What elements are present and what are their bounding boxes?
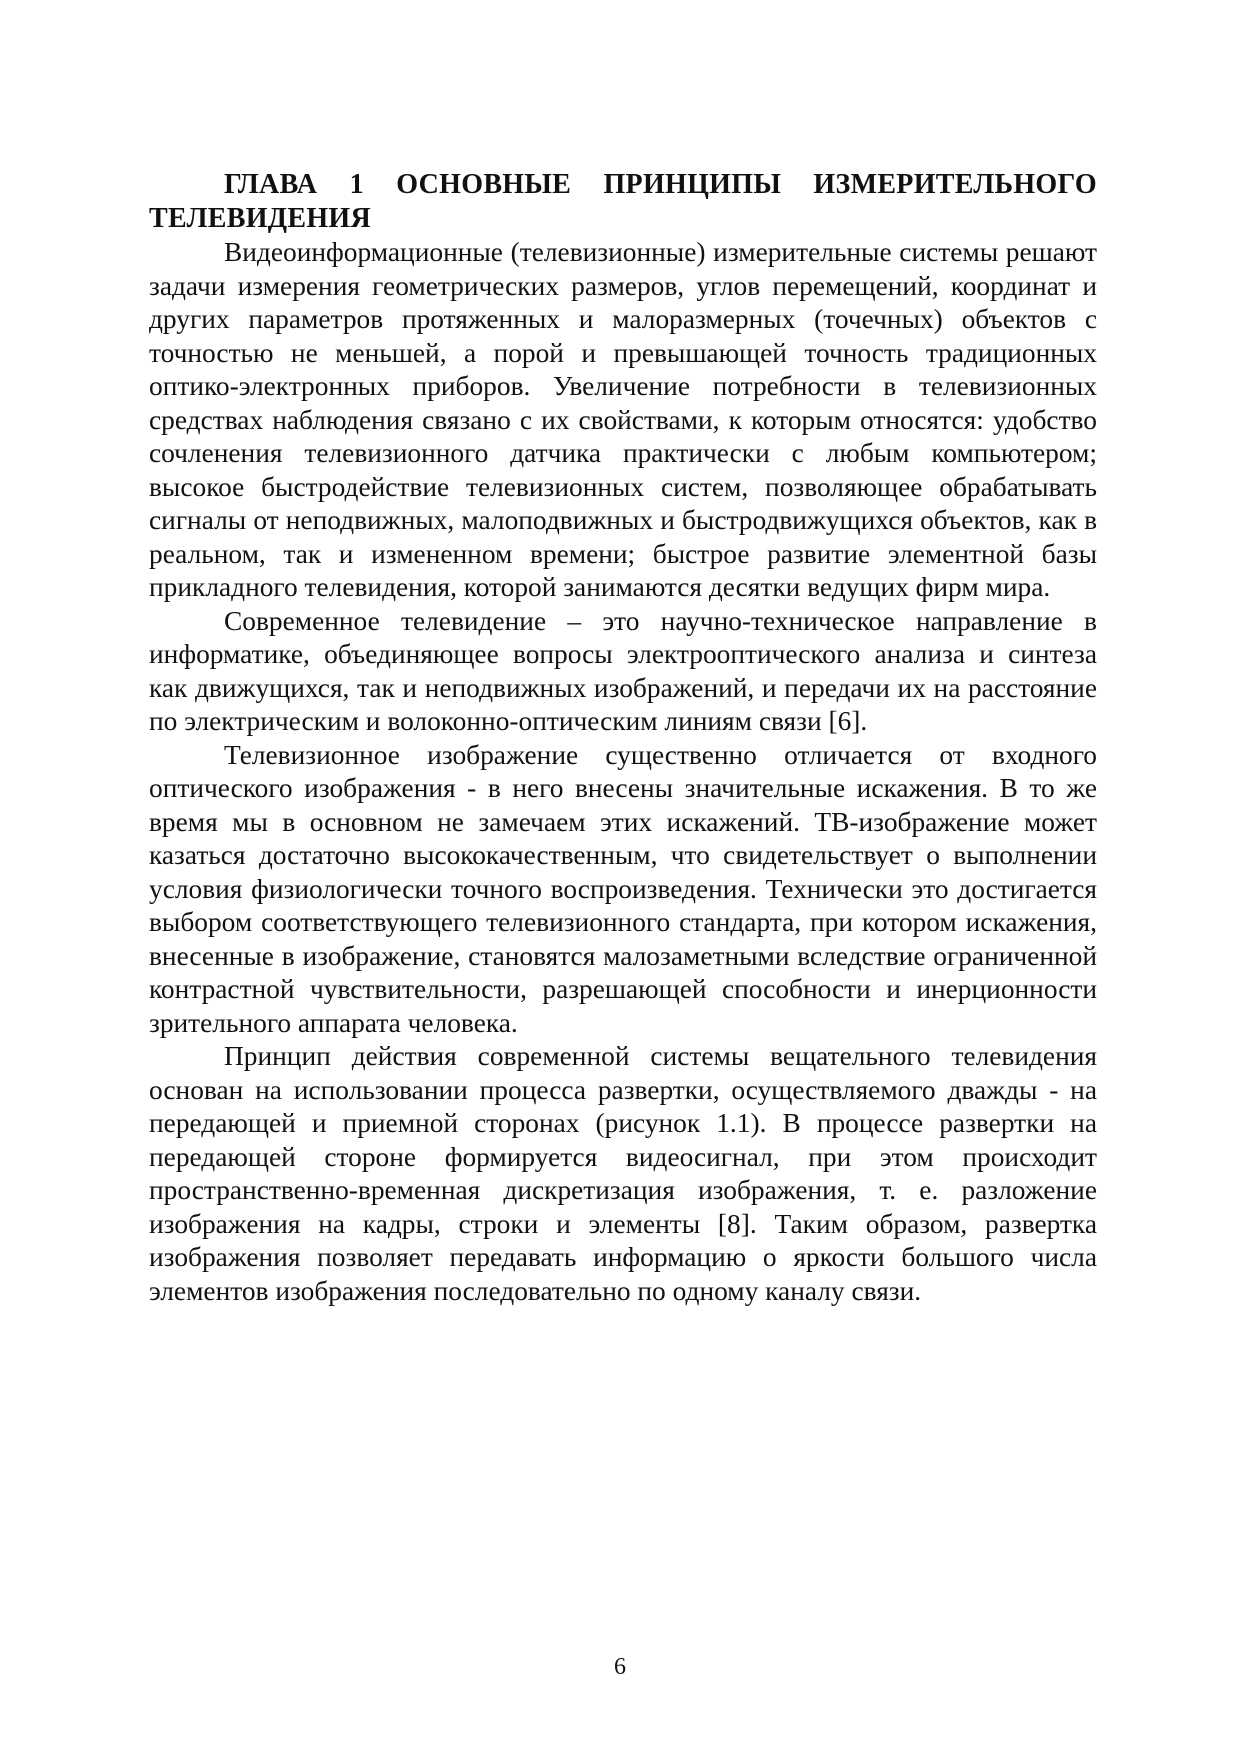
paragraph-2: Современное телевидение – это научно-техническое направление в информатике, объединяющее вопросы электрооптического анализа и синтеза как движущихся, так и неподвижных изображений, и передачи их на расстояние по электрическим и волоконно-оптическим линиям связи [6]. [149, 605, 1097, 736]
paragraph-4: Принцип действия современной системы вещательного телевидения основан на использовании процесса развертки, осуществляемого дважды - на передающей и приемной сторонах (рисунок 1.1). В процессе развертки на передающей стороне формируется видеосигнал, при этом происходит пространственно-временная дискретизация изображения, т. е. разложение изображения на кадры, строки и элементы [8]. Таким образом, развертка изображения позволяет передавать информацию о яркости большого числа элементов изображения последовательно по одному каналу связи. [149, 1041, 1097, 1306]
paragraph-1: Видеоинформационные (телевизионные) измерительные системы решают задачи измерения геометрических размеров, углов перемещений, координат и других параметров протяженных и малоразмерных (точечных) объектов с точностью не меньшей, а порой и превышающей точность традиционных оптико-электронных приборов. Увеличение потребности в телевизионных средствах наблюдения связано с их свойствами, к которым относятся: удобство сочленения телевизионного датчика практически с любым компьютером; высокое быстродействие телевизионных систем, позволяющее обрабатывать сигналы от неподвижных, малоподвижных и быстродвижущихся объектов, как в реальном, так и измененном времени; быстрое развитие элементной базы прикладного телевидения, которой занимаются десятки ведущих фирм мира. [149, 237, 1097, 602]
chapter-heading: ГЛАВА 1 ОСНОВНЫЕ ПРИНЦИПЫ ИЗМЕРИТЕЛЬНОГО ТЕЛЕВИДЕНИЯ [149, 169, 1097, 234]
paragraph-3: Телевизионное изображение существенно отличается от входного оптического изображения - в него внесены значительные искажения. В то же время мы в основном не замечаем этих искажений. ТВ-изображение может казаться достаточно высококачественным, что свидетельствует о выполнении условия физиологически точного воспроизведения. Технически это достигается выбором соответствующего телевизионного стандарта, при котором искажения, внесенные в изображение, становятся малозаметными вследствие ограниченной контрастной чувствительности, разрешающей способности и инерционности зрительного аппарата человека. [149, 739, 1097, 1038]
page-content [149, 168, 1097, 1308]
page-number: 6 [614, 1654, 626, 1680]
